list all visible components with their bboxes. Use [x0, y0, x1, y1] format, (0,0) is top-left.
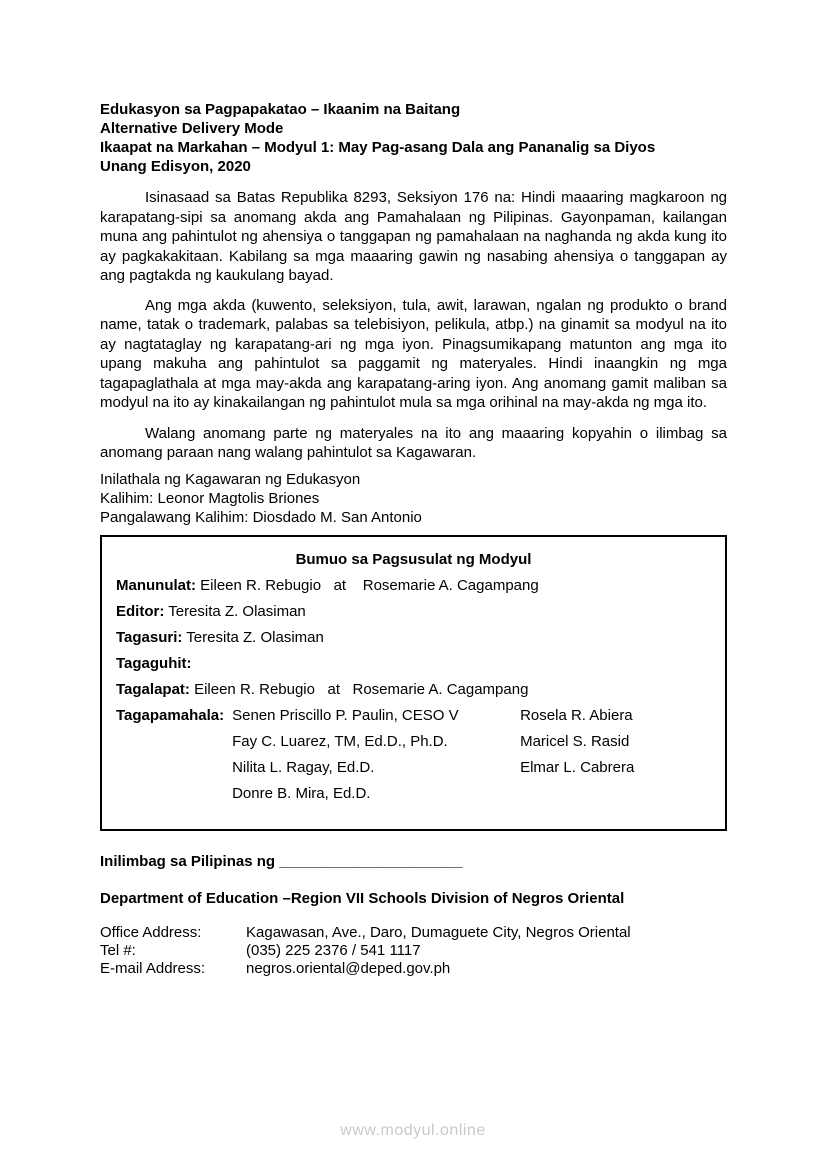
document-page [100, 100, 727, 978]
credit-value-editor: Teresita Z. Olasiman [164, 602, 306, 620]
credit-value-reviewer: Teresita Z. Olasiman [182, 628, 324, 646]
contact-row-email [100, 960, 727, 978]
credit-row-editor [116, 599, 711, 625]
copyright-paragraph-1: Isinasaad sa Batas Republika 8293, Seksiyon 176 na: Hindi maaaring magkaroon ng karapatang-sipi sa anomang akda ang Pamahalaan ng Pilipinas. Gayonpaman, kailangan muna ang pahintulot ng ahensiya o tanggapan ng pamahalaan na naghanda ng akda kung ito ay pagkakakitaan. Kabilang sa mga maaaring gawin ng nasabing ahensiya o tanggapan ay ang pagtakda ng kaukulang bayad. [100, 189, 727, 284]
credit-value-writer: Eileen R. Rebugio at Rosemarie A. Cagampang [196, 576, 539, 594]
module-title-line: Ikaapat na Markahan – Modyul 1: May Pag-asang Dala ang Pananalig sa Diyos [100, 139, 656, 156]
credit-label-writer: Manunulat: [116, 576, 196, 594]
credit-row-layout [116, 677, 711, 703]
secretary-line: Kalihim: Leonor Magtolis Briones [100, 489, 320, 507]
division-title: Department of Education –Region VII Schools Division of Negros Oriental [100, 889, 625, 907]
tel-value: (035) 225 2376 / 541 1117 [246, 941, 421, 959]
management-column-2 [520, 703, 711, 781]
contact-row-tel [100, 942, 727, 960]
management-name: Maricel S. Rasid [520, 732, 630, 750]
credit-row-illustrator [116, 651, 711, 677]
email-label: E-mail Address: [100, 959, 206, 977]
site-watermark: www.modyul.online [340, 1122, 486, 1139]
office-address-value: Kagawasan, Ave., Daro, Dumaguete City, Negros Oriental [246, 923, 631, 941]
module-edition-line: Unang Edisyon, 2020 [100, 158, 251, 175]
contact-row-office [100, 924, 727, 942]
credit-label-management: Tagapamahala: [116, 706, 225, 724]
publisher-line: Inilathala ng Kagawaran ng Edukasyon [100, 470, 361, 488]
email-value: negros.oriental@deped.gov.ph [246, 959, 451, 977]
module-subject-line: Edukasyon sa Pagpapakatao – Ikaanim na Baitang [100, 101, 461, 118]
management-name: Nilita L. Ragay, Ed.D. [232, 758, 375, 776]
credits-box-title: Bumuo sa Pagsusulat ng Modyul [295, 550, 532, 568]
development-team-box [100, 535, 727, 831]
management-column-1 [232, 703, 520, 807]
office-address-label: Office Address: [100, 923, 202, 941]
credit-row-reviewer [116, 625, 711, 651]
module-mode-line: Alternative Delivery Mode [100, 120, 284, 137]
credit-value-layout: Eileen R. Rebugio at Rosemarie A. Cagampang [189, 680, 529, 698]
credit-label-reviewer: Tagasuri: [116, 628, 183, 646]
credit-label-layout: Tagalapat: [116, 680, 190, 698]
credit-label-editor: Editor: [116, 602, 165, 620]
contact-block [100, 924, 727, 978]
credit-row-management [116, 703, 711, 807]
management-name: Rosela R. Abiera [520, 706, 633, 724]
printed-in-label: Inilimbag sa Pilipinas ng [100, 852, 280, 870]
credit-label-illustrator: Tagaguhit: [116, 654, 192, 672]
management-name: Fay C. Luarez, TM, Ed.D., Ph.D. [232, 732, 448, 750]
publisher-block [100, 470, 727, 527]
copyright-paragraph-3: Walang anomang parte ng materyales na ito ang maaaring kopyahin o ilimbag sa anomang paraan nang walang pahintulot sa Kagawaran. [100, 424, 727, 461]
tel-label: Tel #: [100, 941, 136, 959]
module-header [100, 100, 727, 176]
printed-in-blank: ______________________ [279, 852, 463, 870]
copyright-paragraph-2: Ang mga akda (kuwento, seleksiyon, tula, awit, larawan, ngalan ng produkto o brand name, tatak o trademark, palabas sa telebisiyon, pelikula, atbp.) na ginamit sa modyul na ito ay nagtataglay ng karapatang-ari ng mga iyon. Pinagsumikapang matunton ang mga ito upang makuha ang pahintulot sa paggamit ng materyales. Hindi inaangkin ng mga tagapaglathala at mga may-akda ang karapatang-aring iyon. Ang anomang gamit maliban sa modyul na ito ay kinakailangan ng pahintulot mula sa mga orihinal na may-akda ng mga ito. [100, 296, 727, 411]
undersecretary-line: Pangalawang Kalihim: Diosdado M. San Antonio [100, 508, 422, 526]
management-name: Elmar L. Cabrera [520, 758, 635, 776]
credit-row-writer [116, 573, 711, 599]
printed-in-line [100, 852, 727, 871]
management-name: Donre B. Mira, Ed.D. [232, 784, 371, 802]
management-name: Senen Priscillo P. Paulin, CESO V [232, 706, 459, 724]
